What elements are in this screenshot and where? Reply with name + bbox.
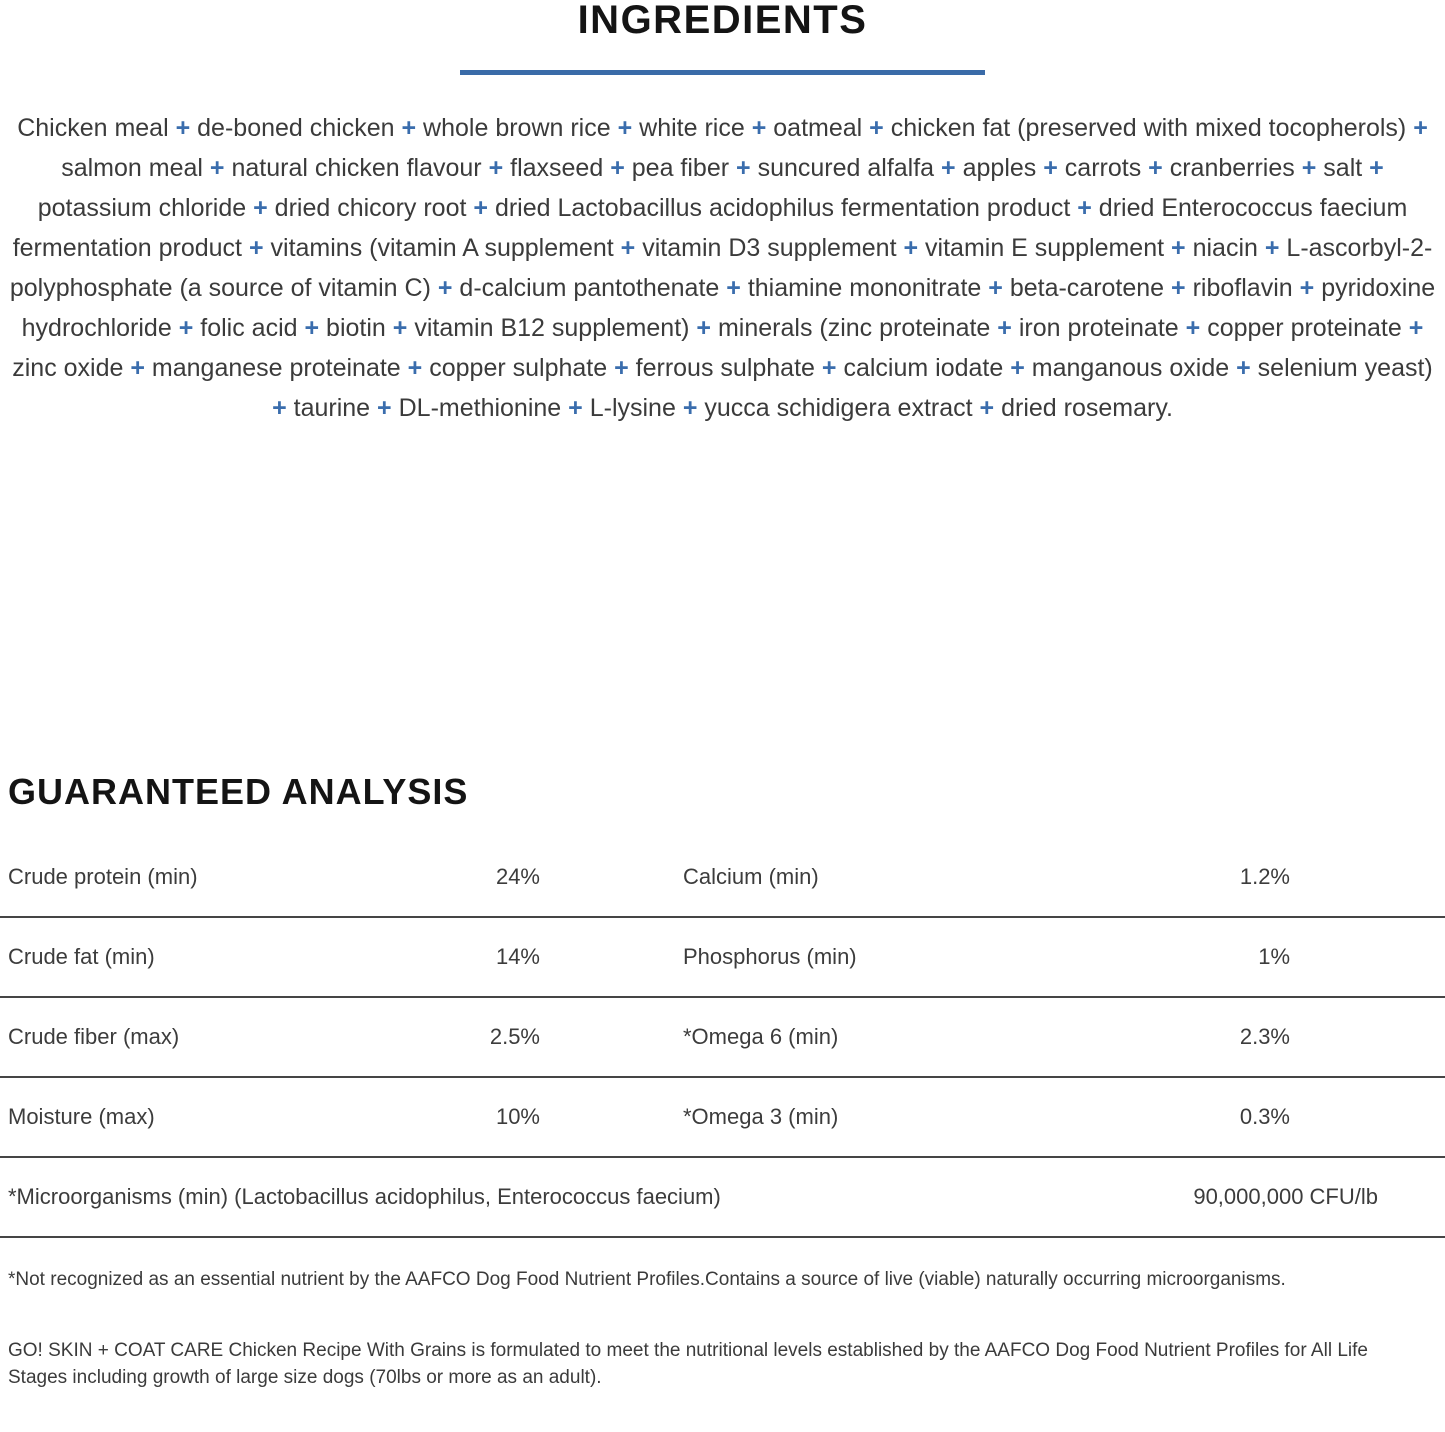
nutrient-label: Moisture (max)	[8, 1103, 155, 1129]
plus-separator-icon: +	[988, 274, 1003, 302]
plus-separator-icon: +	[610, 154, 625, 182]
nutrient-label: Calcium (min)	[683, 863, 819, 889]
plus-separator-icon: +	[941, 154, 956, 182]
plus-separator-icon: +	[736, 154, 751, 182]
plus-separator-icon: +	[617, 114, 633, 142]
plus-separator-icon: +	[1299, 274, 1315, 302]
nutrient-label: Crude protein (min)	[8, 863, 198, 889]
table-row	[0, 998, 1445, 1078]
nutrient-label: *Omega 6 (min)	[683, 1023, 839, 1049]
plus-separator-icon: +	[726, 274, 741, 302]
nutrient-label: Phosphorus (min)	[683, 943, 857, 969]
plus-separator-icon: +	[248, 234, 264, 262]
nutrient-value: 2.3%	[1239, 1023, 1290, 1049]
nutrient-value: 1%	[1258, 943, 1290, 969]
microorganisms-row	[0, 1158, 1445, 1238]
plus-separator-icon: +	[751, 114, 767, 142]
plus-separator-icon: +	[304, 314, 320, 342]
plus-separator-icon: +	[997, 314, 1012, 342]
plus-separator-icon: +	[1010, 354, 1025, 382]
plus-separator-icon: +	[209, 154, 225, 182]
plus-separator-icon: +	[1043, 154, 1058, 182]
plus-separator-icon: +	[392, 314, 408, 342]
plus-separator-icon: +	[1408, 314, 1424, 342]
row-left-pair	[0, 1024, 650, 1050]
plus-separator-icon: +	[130, 354, 145, 382]
table-row	[0, 918, 1445, 998]
nutrient-value: 10%	[495, 1103, 540, 1129]
nutrient-value: 14%	[495, 943, 540, 969]
row-left-pair	[0, 944, 650, 970]
row-left-pair	[0, 1104, 650, 1130]
plus-separator-icon: +	[1148, 154, 1163, 182]
aafco-footnote: *Not recognized as an essential nutrient by the AAFCO Dog Food Nutrient Profiles.Contains a source of live (viable) naturally occurring microorganisms.	[8, 1268, 1286, 1290]
nutrient-value: 2.5%	[489, 1023, 540, 1049]
row-right-pair	[650, 864, 1445, 890]
plus-separator-icon: +	[175, 114, 191, 142]
plus-separator-icon: +	[473, 194, 488, 222]
table-row	[0, 838, 1445, 918]
plus-separator-icon: +	[1264, 234, 1280, 262]
row-right-pair	[650, 1104, 1445, 1130]
plus-separator-icon: +	[1185, 314, 1201, 342]
plus-separator-icon: +	[401, 114, 417, 142]
title-underline-rule	[460, 70, 985, 75]
plus-separator-icon: +	[696, 314, 712, 342]
plus-separator-icon: +	[1236, 354, 1251, 382]
plus-separator-icon: +	[407, 354, 423, 382]
nutrient-label: *Microorganisms (min) (Lactobacillus acidophilus, Enterococcus faecium)	[8, 1183, 721, 1209]
plus-separator-icon: +	[568, 394, 583, 422]
plus-separator-icon: +	[821, 354, 837, 382]
nutrient-value: 90,000,000 CFU/lb	[1193, 1183, 1378, 1209]
plus-separator-icon: +	[272, 394, 287, 422]
row-right-pair	[650, 1024, 1445, 1050]
plus-separator-icon: +	[488, 154, 504, 182]
plus-separator-icon: +	[377, 394, 392, 422]
nutrient-value: 1.2%	[1239, 863, 1290, 889]
plus-separator-icon: +	[1369, 154, 1384, 182]
guaranteed-analysis-heading: GUARANTEED ANALYSIS	[8, 771, 469, 812]
row-right-pair	[650, 944, 1445, 970]
plus-separator-icon: +	[869, 114, 884, 142]
nutrient-label: Crude fat (min)	[8, 943, 155, 969]
nutrient-label: Crude fiber (max)	[8, 1023, 180, 1049]
plus-separator-icon: +	[1171, 234, 1186, 262]
plus-separator-icon: +	[903, 234, 919, 262]
nutrient-label: *Omega 3 (min)	[683, 1103, 839, 1129]
ingredients-text: Chicken meal + de-boned chicken + whole brown rice + white rice + oatmeal + chicken fat (preserved with mixed tocopherols) + salmon meal + natural chicken flavour + flaxseed + pea fiber + suncured alfalfa + apples + carrots + cranberries + salt + potassium chloride + dried chicory root + dried Lactobacillus acidophilus fermentation product + dried Enterococcus faecium fermentation product + vitamins (vitamin A supplement + vitamin D3 supplement + vitamin E supplement + niacin + L-ascorbyl-2-polyphosphate (a source of vitamin C) + d-calcium pantothenate + thiamine mononitrate + beta-carotene + riboflavin + pyridoxine hydrochloride + folic acid + biotin + vitamin B12 supplement) + minerals (zinc proteinate + iron proteinate + copper proteinate + zinc oxide + manganese proteinate + copper sulphate + ferrous sulphate + calcium iodate + manganous oxide + selenium yeast) + taurine + DL-methionine + L-lysine + yucca schidigera extract + dried rosemary.	[9, 114, 1436, 422]
table-row	[0, 1078, 1445, 1158]
formulation-statement: GO! SKIN + COAT CARE Chicken Recipe With Grains is formulated to meet the nutritional levels established by the AAFCO Dog Food Nutrient Profiles for All Life Stages including growth of large size dogs (70lbs or more as an adult).	[8, 1339, 1368, 1388]
plus-separator-icon: +	[253, 194, 268, 222]
plus-separator-icon: +	[1301, 154, 1317, 182]
ingredients-title: INGREDIENTS	[577, 0, 868, 42]
plus-separator-icon: +	[614, 354, 629, 382]
plus-separator-icon: +	[1171, 274, 1186, 302]
plus-separator-icon: +	[1077, 194, 1092, 222]
nutrient-value: 24%	[495, 863, 540, 889]
guaranteed-analysis-table	[0, 838, 1445, 1238]
plus-separator-icon: +	[437, 274, 453, 302]
plus-separator-icon: +	[1413, 114, 1428, 142]
plus-separator-icon: +	[178, 314, 194, 342]
row-left-pair	[0, 864, 650, 890]
nutrient-value: 0.3%	[1239, 1103, 1290, 1129]
plus-separator-icon: +	[682, 394, 698, 422]
plus-separator-icon: +	[620, 234, 636, 262]
plus-separator-icon: +	[979, 394, 995, 422]
